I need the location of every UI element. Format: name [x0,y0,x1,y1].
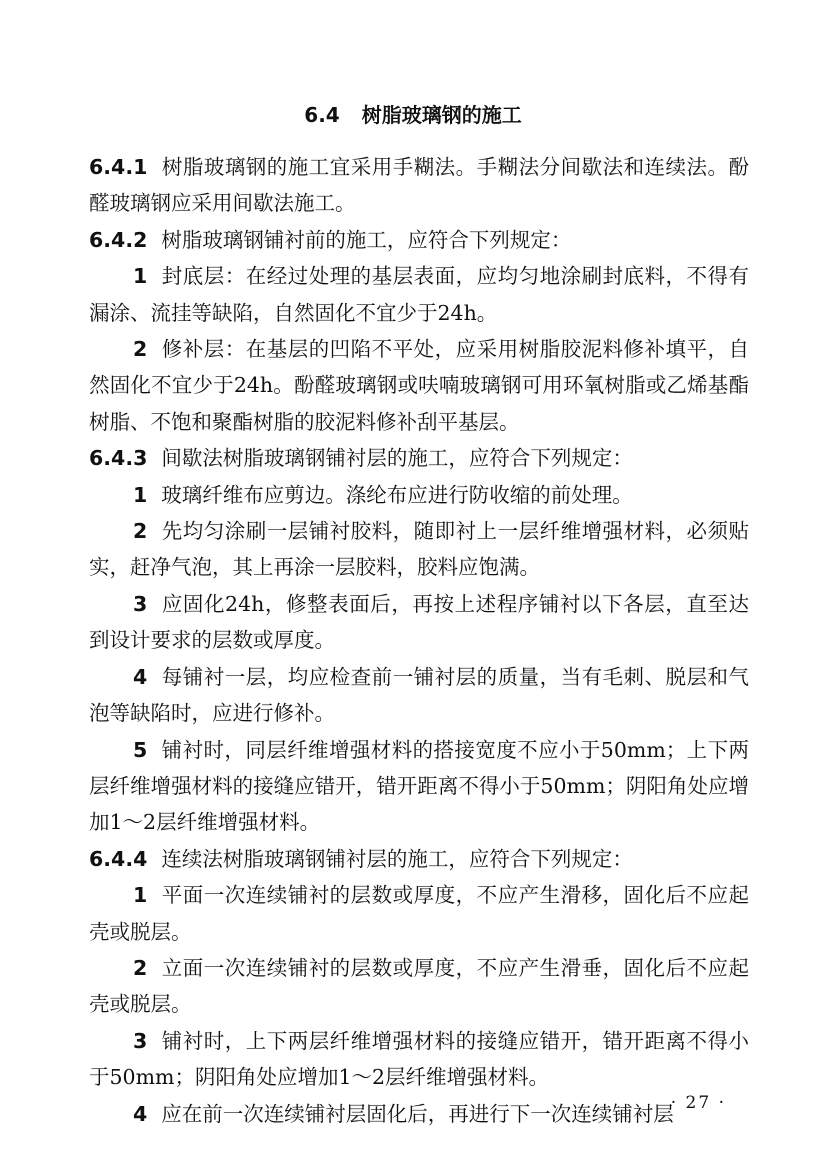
item-text: 应在前一次连续铺衬层固化后，再进行下一次连续铺衬层 [161,1101,674,1126]
item-number: 3 [133,1028,148,1053]
item-number: 3 [133,591,148,616]
list-item [89,877,749,950]
list-item [89,1096,749,1132]
list-item [89,659,749,732]
page-number: · 27 · [670,1093,726,1113]
list-item [89,513,749,586]
list-item [89,331,749,440]
list-item [89,477,749,513]
section-number: 6.4 [304,103,340,127]
list-item [89,586,749,659]
item-text: 立面一次连续铺衬的层数或厚度，不应产生滑垂，固化后不应起壳或脱层。 [89,955,749,1017]
item-number: 1 [133,264,148,289]
clause-6-4-4 [89,841,749,877]
clause-6-4-2 [89,222,749,258]
clause-number: 6.4.4 [89,846,148,871]
item-number: 5 [133,737,148,762]
item-text: 铺衬时，同层纤维增强材料的搭接宽度不应小于50mm；上下两层纤维增强材料的接缝应错开，错开距离不得小于50mm；阴阳角处应增加1～2层纤维增强材料。 [89,737,749,835]
item-number: 2 [133,519,148,544]
list-item [89,950,749,1023]
item-number: 1 [133,883,148,908]
item-number: 1 [133,482,148,507]
clause-number: 6.4.2 [89,227,148,252]
item-text: 修补层：在基层的凹陷不平处，应采用树脂胶泥料修补填平，自然固化不宜少于24h。酚醛玻璃钢或呋喃玻璃钢可用环氧树脂或乙烯基酯树脂、不饱和聚酯树脂的胶泥料修补刮平基层。 [89,337,749,434]
item-number: 4 [133,664,148,689]
clause-number: 6.4.3 [89,446,148,471]
item-text: 每铺衬一层，均应检查前一铺衬层的质量，当有毛刺、脱层和气泡等缺陷时，应进行修补。 [89,664,749,726]
clause-text: 树脂玻璃钢的施工宜采用手糊法。手糊法分间歇法和连续法。酚醛玻璃钢应采用间歇法施工。 [89,155,749,216]
clause-text: 树脂玻璃钢铺衬前的施工，应符合下列规定： [161,227,572,252]
item-text: 先均匀涂刷一层铺衬胶料，随即衬上一层纤维增强材料，必须贴实，赶净气泡，其上再涂一层胶料，胶料应饱满。 [89,519,749,580]
clause-number: 6.4.1 [89,155,148,179]
clause-6-4-3 [89,440,749,476]
item-number: 2 [133,955,148,980]
clause-text: 连续法树脂玻璃钢铺衬层的施工，应符合下列规定： [161,846,633,871]
item-text: 玻璃纤维布应剪边。涤纶布应进行防收缩的前处理。 [161,482,633,507]
item-number: 4 [133,1101,148,1126]
list-item [89,1023,749,1096]
item-text: 铺衬时，上下两层纤维增强材料的接缝应错开，错开距离不得小于50mm；阴阳角处应增加1～2层纤维增强材料。 [89,1028,749,1090]
clause-6-4-1 [89,149,749,222]
body-text [89,149,749,1132]
clause-text: 间歇法树脂玻璃钢铺衬层的施工，应符合下列规定： [161,446,633,471]
section-heading [0,100,826,130]
list-item [89,258,749,331]
item-text: 封底层：在经过处理的基层表面，应均匀地涂刷封底料，不得有漏涂、流挂等缺陷，自然固化不宜少于24h。 [89,264,749,325]
list-item [89,732,749,841]
item-text: 平面一次连续铺衬的层数或厚度，不应产生滑移，固化后不应起壳或脱层。 [89,883,749,944]
item-text: 应固化24h，修整表面后，再按上述程序铺衬以下各层，直至达到设计要求的层数或厚度。 [89,591,749,653]
section-title: 树脂玻璃钢的施工 [361,103,522,127]
item-number: 2 [133,337,148,362]
